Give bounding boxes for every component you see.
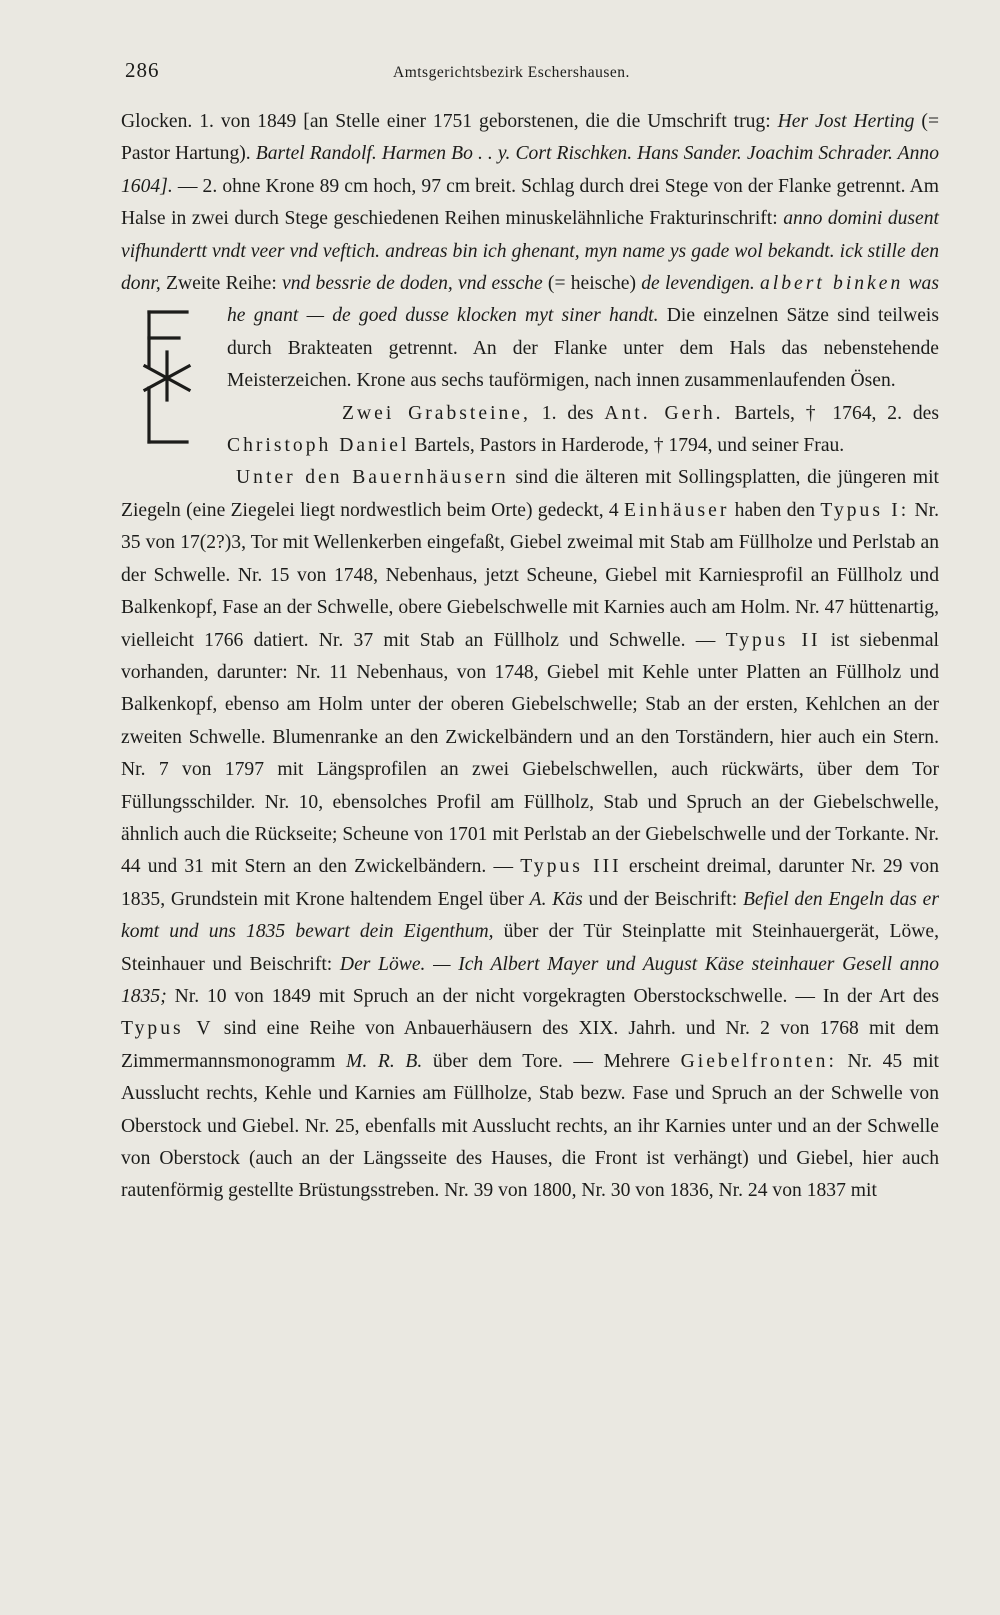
text-run: Einhäuser bbox=[624, 499, 730, 521]
text-run: Bartels, Pastors in Harderode, † 1794, und seiner Frau. bbox=[409, 435, 845, 457]
text-run: ist siebenmal vorhanden, darunter: Nr. 11 Nebenhaus, von 1748, Giebel mit Kehle unter Platten an Füllholz und Balkenkopf, ebenso am Holm unter der oberen Giebelschwelle; Stab an der ersten, Kehlchen an der zweiten Schwelle. Blumenranke an den Zwickelbändern und an den Torständern, hier auch ein Stern. Nr. 7 von 1797 mit Längsprofilen an zwei Giebelschwellen, auch rückwärts, über dem Tor Füllungsschilder. Nr. 10, ebensolches Profil am Füllholz, Stab und Spruch an der Giebelschwelle, ähnlich auch die Rückseite; Scheune von 1701 mit Perlstab an der Giebelschwelle und der Torkante. Nr. 44 und 31 mit Stern an den Zwickelbändern. — bbox=[121, 629, 939, 878]
text-run: Zwei Grabsteine, bbox=[342, 402, 531, 424]
text-run: Nr. 45 mit Ausslucht rechts, Kehle und Karnies am Füllholze, Stab bezw. Fase und Spruch an der Schwelle von Oberstock und Giebel. Nr. 25, ebenfalls mit Ausslucht rechts, an ihr Karnies unter und an der Schwelle von Oberstock (auch an der Längsseite des Hauses, die Front ist verhängt) und Giebel, hier auch rautenförmig gestellte Brüstungsstreben. Nr. 39 von 1800, Nr. 30 von 1836, Nr. 24 von 1837 mit bbox=[121, 1050, 939, 1202]
text-run: und der Beischrift: bbox=[582, 888, 743, 910]
inscription-text: anno domini dusent vifhundertt vndt veer vnd veftich. andreas bin ich ghenant, myn name ys gade wol bekandt. ick stille den donr, bbox=[121, 208, 939, 295]
paragraph-bells bbox=[121, 106, 939, 398]
text-run: sind eine Reihe von Anbauerhäusern des XIX. Jahrh. und Nr. 2 von 1768 mit dem Zimmermannsmonogramm bbox=[121, 1018, 939, 1072]
text-run: Giebelfronten: bbox=[680, 1050, 837, 1072]
text-run: (= heische) bbox=[542, 273, 642, 295]
inscription-text: Der Löwe. — Ich Albert Mayer und August Käse steinhauer Gesell anno 1835; bbox=[121, 953, 939, 1007]
text-run: Typus V bbox=[121, 1018, 214, 1040]
page-number: 286 bbox=[125, 58, 160, 82]
text-run: Christoph Daniel bbox=[227, 435, 410, 457]
text-run: Typus I: bbox=[820, 499, 910, 521]
paragraph-farmhouses bbox=[121, 462, 939, 1207]
monogram-text: M. R. B. bbox=[346, 1050, 423, 1072]
text-run: Glocken. 1. von 1849 [an Stelle einer 1751 geborstenen, die die Umschrift trug: bbox=[121, 111, 778, 132]
text-run: haben den bbox=[729, 499, 821, 521]
text-run: Ant. Gerh. bbox=[604, 402, 724, 424]
page-header bbox=[125, 58, 940, 88]
text-run: Nr. 10 von 1849 mit Spruch an der nicht vorgekragten Oberstockschwelle. — In der Art des bbox=[166, 985, 939, 1007]
master-mark-icon bbox=[137, 308, 199, 446]
text-run: Bartels, † 1764, 2. des bbox=[723, 402, 939, 424]
running-title: Amtsgerichtsbezirk Eschershausen. bbox=[393, 64, 630, 81]
inscription-text: de levendigen. bbox=[641, 273, 755, 295]
text-run: über der Tür Steinplatte mit Steinhauergerät, Löwe, Steinhauer und Beischrift: bbox=[121, 921, 939, 975]
text-run: erscheint dreimal, darunter Nr. 29 von 1835, Grundstein mit Krone haltendem Engel über bbox=[121, 856, 939, 910]
text-run: Die einzelnen Sätze sind teilweis durch Brakteaten getrennt. An der Flanke unter dem Hals das nebenstehende Meisterzeichen. Krone aus sechs tauförmigen, nach innen zusammenlaufenden Ösen. bbox=[227, 305, 939, 392]
text-run: über dem Tore. — Mehrere bbox=[422, 1050, 681, 1072]
text-run: sind die älteren mit Sollingsplatten, die jüngeren mit Ziegeln (eine Ziegelei liegt nordwestlich beim Orte) gedeckt, 4 bbox=[121, 467, 939, 521]
paragraph-gravestones bbox=[121, 398, 939, 463]
inscription-text: Befiel den Engeln das er komt und uns 1835 bewart dein Eigenthum, bbox=[121, 888, 940, 943]
text-run: Zweite Reihe: bbox=[160, 273, 282, 295]
inscription-text: Her Jost Herting bbox=[777, 111, 915, 132]
text-run: Typus II bbox=[725, 629, 821, 651]
text-run: Typus III bbox=[520, 856, 622, 878]
inscription-text: vnd bessrie de doden, vnd essche bbox=[282, 273, 543, 295]
inscription-text: was he gnant — de goed dusse klocken myt siner handt. bbox=[227, 273, 939, 327]
text-run: — 2. ohne Krone 89 cm hoch, 97 cm breit. Schlag durch drei Stege von der Flanke getrennt. Am Halse in zwei durch Stege geschiedenen Reihen minuskelähnliche Frakturinschrift: bbox=[121, 175, 939, 230]
text-run: Unter den Bauernhäusern bbox=[236, 467, 509, 489]
inscription-name: A. Käs bbox=[529, 888, 583, 910]
inscription-text: Bartel Randolf. Harmen Bo . . y. Cort Rischken. Hans Sander. Joachim Schrader. Anno 1604]. bbox=[121, 143, 939, 197]
body-text bbox=[121, 106, 939, 1208]
text-run: (= Pastor Hartung). bbox=[121, 111, 939, 165]
text-run: 1. des bbox=[530, 402, 605, 424]
inscription-name: albert binken bbox=[759, 273, 904, 295]
text-run: Nr. 35 von 17(2?)3, Tor mit Wellenkerben eingefaßt, Giebel zweimal mit Stab am Füllholze und Perlstab an der Schwelle. Nr. 15 von 1748, Nebenhaus, jetzt Scheune, Giebel mit Karniesprofil an Füllholz und Balkenkopf, Fase an der Schwelle, obere Giebelschwelle mit Karnies auch am Holm. Nr. 47 hüttenartig, vielleicht 1766 datiert. Nr. 37 mit Stab an Füllholz und Schwelle. — bbox=[121, 499, 940, 651]
